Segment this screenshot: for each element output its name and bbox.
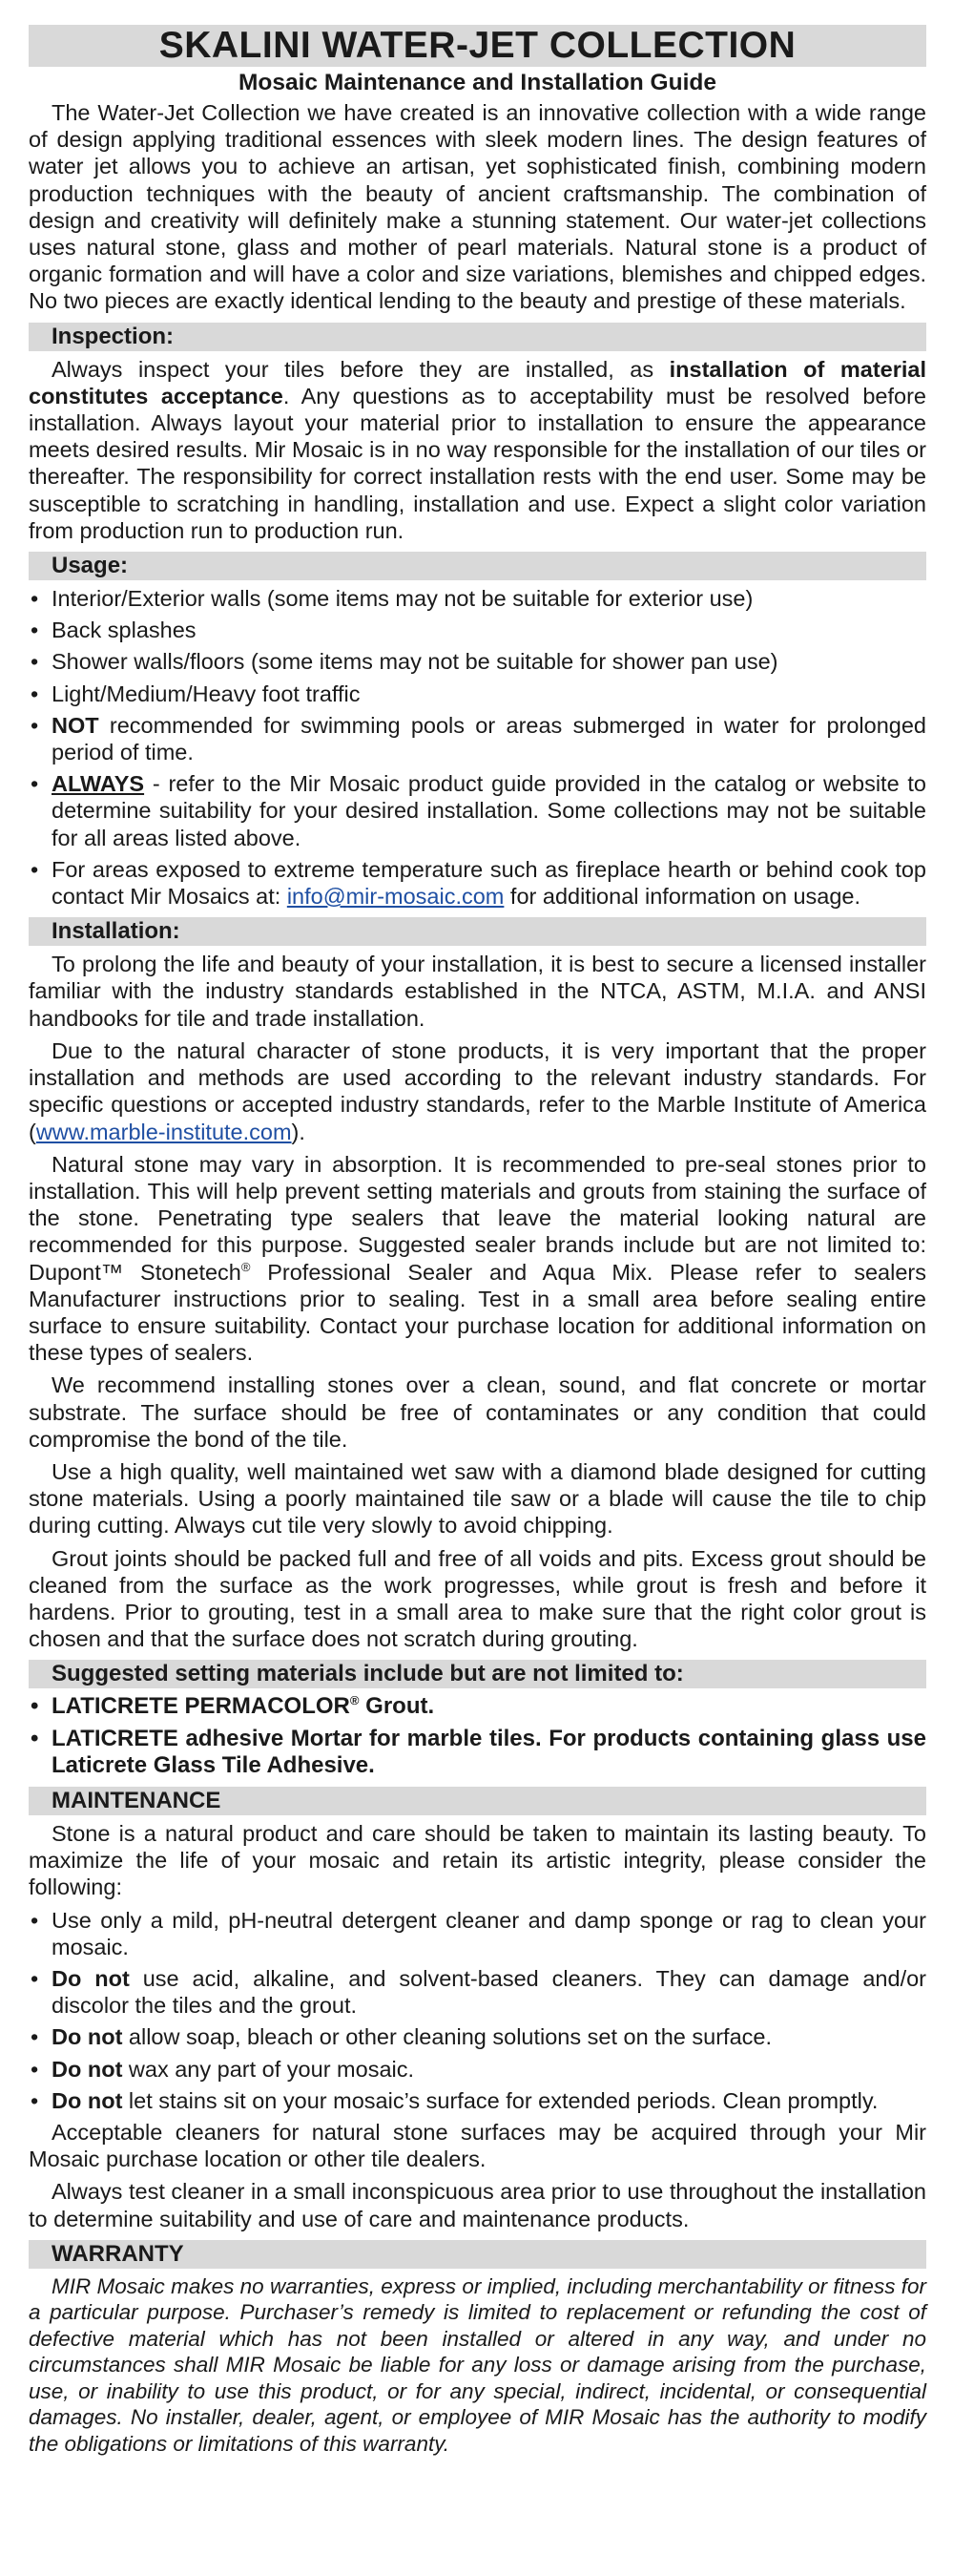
installation-paragraph: We recommend installing stones over a clean, sound, and flat concrete or mortar substrate. The surface should be free of contaminates or any condition that could compromise the bond of the tile. — [29, 1372, 926, 1452]
installation-paragraph — [29, 1037, 926, 1145]
list-item-emphasis: Do not — [52, 1965, 130, 1991]
list-item-text: allow soap, bleach or other cleaning solutions set on the surface. — [122, 2024, 772, 2050]
intro-paragraph: The Water-Jet Collection we have created is an innovative collection with a wide range of design applying traditional essences with sleek modern lines. The design features of water jet allows you to achieve an artisan, yet sophisticated finish, combining modern production techniques with the beauty of ancient craftsmanship. The combination of design and creativity will definitely make a stunning statement. Our water-jet collections uses natural stone, glass and mother of pearl materials. Natural stone is a product of organic formation and will have a color and size variations, blemishes and chipped edges. No two pieces are exactly identical lending to the beauty and prestige of these materials. — [29, 100, 926, 314]
installation-paragraph — [29, 1151, 926, 1367]
warranty-heading: WARRANTY — [29, 2240, 926, 2269]
document-subtitle: Mosaic Maintenance and Installation Guide — [238, 70, 716, 95]
document-title: SKALINI WATER-JET COLLECTION — [29, 25, 926, 67]
paragraph-text: Due to the natural character of stone products, it is very important that the proper installation and methods are used according to the relevant industry standards. For specific questions or accepted industry standards, refer to the Marble Institute of America ( — [29, 1037, 926, 1144]
setting-materials-list — [29, 1693, 926, 1779]
paragraph-text: Natural stone may vary in absorption. It is recommended to pre-seal stones prior to installation. This will help prevent setting materials and grouts from staining the surface of the stone. Penetrating type sealers that leave the material looking natural are recommended for this purpose. Suggested sealer brands include but are not limited to: Dupont™ Stonetech — [29, 1151, 926, 1285]
installation-paragraph: Grout joints should be packed full and free of all voids and pits. Excess grout should be cleaned from the surface as the work progresses, while grout is fresh and before it hardens. Prior to grouting, test in a small area to make sure that the right color grout is chosen and that the surface does not scratch during grouting. — [29, 1545, 926, 1652]
list-item-text: LATICRETE adhesive Mortar for marble tiles. For products containing glass use Laticrete Glass Tile Adhesive. — [52, 1725, 926, 1778]
maintenance-intro: Stone is a natural product and care should be taken to maintain its lasting beauty. To maximize the life of your mosaic and retain its artistic integrity, please consider the following: — [29, 1820, 926, 1900]
inspection-bold: installation of material constitutes acceptance — [29, 356, 926, 408]
list-item-emphasis: Do not — [52, 2024, 123, 2050]
setting-materials-heading: Suggested setting materials include but are not limited to: — [29, 1660, 926, 1688]
list-item — [29, 770, 926, 851]
list-item — [29, 681, 926, 707]
list-item-text: wax any part of your mosaic. — [122, 2056, 415, 2082]
list-item-text: use acid, alkaline, and solvent-based cleaners. They can damage and/or discolor the tiles and the grout. — [52, 1965, 926, 2019]
list-item — [29, 2056, 926, 2083]
list-item-text: Back splashes — [52, 618, 197, 643]
email-link[interactable]: info@mir-mosaic.com — [286, 884, 505, 910]
maintenance-paragraph: Always test cleaner in a small inconspicuous area prior to use throughout the installation to determine suitability and use of care and maintenance products. — [29, 2179, 927, 2231]
list-item-text: let stains sit on your mosaic’s surface for extended periods. Clean promptly. — [122, 2087, 879, 2113]
list-item — [29, 1965, 926, 2019]
maintenance-list — [29, 1907, 926, 2114]
marble-institute-link[interactable]: www.marble-institute.com — [35, 1119, 292, 1144]
list-item-text: recommended for swimming pools or areas submerged in water for prolonged period of time. — [52, 712, 926, 765]
maintenance-paragraph: Acceptable cleaners for natural stone surfaces may be acquired through your Mir Mosaic purchase location or other tile dealers. — [29, 2120, 926, 2172]
list-item — [29, 1907, 926, 1960]
list-item — [29, 1693, 926, 1720]
list-item — [29, 712, 926, 765]
inspection-paragraph — [29, 356, 926, 544]
paragraph-text: Professional Sealer and Aqua Mix. Please refer to sealers Manufacturer instructions prior to sealing. Test in a small area before sealing entire surface to ensure suitability. Contact your purchase location for additional information on these types of sealers. — [29, 1259, 926, 1366]
installation-paragraph: Use a high quality, well maintained wet saw with a diamond blade designed for cutting stone materials. Using a poorly maintained tile saw or a blade will cause the tile to chip during cutting. Always cut tile very slowly to avoid chipping. — [29, 1458, 926, 1539]
usage-list — [29, 585, 926, 910]
list-item-text: LATICRETE PERMACOLOR — [52, 1693, 350, 1720]
list-item — [29, 585, 926, 612]
maintenance-heading: MAINTENANCE — [29, 1787, 926, 1815]
registered-mark: ® — [349, 1693, 360, 1708]
list-item-text: For areas exposed to extreme temperature such as fireplace hearth or behind cook top contact Mir Mosaics at: — [52, 856, 926, 910]
inspection-lead: Always inspect your tiles before they are installed, as — [52, 356, 670, 382]
inspection-heading: Inspection: — [29, 323, 926, 351]
list-item — [29, 2023, 926, 2050]
warranty-paragraph: MIR Mosaic makes no warranties, express or implied, including merchantability or fitness for a particular purpose. Purchaser’s remedy is limited to replacement or refunding the cost of defective material which has not been installed or altered in any way, and under no circumstances shall MIR Mosaic be liable for any loss or damage arising from the purchase, use, or inability to use this product, or for any special, indirect, incidental, or consequential damages. No installer, dealer, agent, or employee of MIR Mosaic has the authority to modify the obligations or limitations of this warranty. — [29, 2273, 926, 2456]
list-item-emphasis: NOT — [52, 712, 99, 738]
list-item — [29, 1726, 926, 1779]
list-item — [29, 2087, 926, 2114]
registered-mark: ® — [240, 1259, 251, 1274]
list-item-text: for additional information on usage. — [504, 884, 861, 910]
list-item-text: Shower walls/floors (some items may not be suitable for shower pan use) — [52, 649, 778, 675]
list-item-emphasis: ALWAYS — [52, 771, 145, 797]
paragraph-text: ). — [291, 1119, 305, 1144]
list-item-emphasis: Do not — [52, 2087, 123, 2113]
installation-paragraph: To prolong the life and beauty of your installation, it is best to secure a licensed installer familiar with the industry standards established in the NTCA, ASTM, M.I.A. and ANSI handbooks for tile and trade installation. — [29, 952, 926, 1031]
list-item — [29, 617, 926, 643]
list-item-emphasis: Do not — [52, 2056, 123, 2082]
list-item-text: Light/Medium/Heavy foot traffic — [52, 681, 361, 706]
list-item-text: Use only a mild, pH-neutral detergent cleaner and damp sponge or rag to clean your mosaic. — [52, 1907, 926, 1959]
usage-heading: Usage: — [29, 552, 926, 580]
installation-heading: Installation: — [29, 917, 926, 946]
list-item-text: Grout. — [359, 1693, 435, 1720]
inspection-rest: . Any questions as to acceptability must be resolved before installation. Always layout your material prior to installation to ensure the appearance meets desired results. Mir Mosaic is in no way responsible for the installation of our tiles or thereafter. The responsibility for correct installation rests with the end user. Some may be susceptible to scratching in handling, installation and use. Expect a slight color variation from production run to production run. — [29, 383, 926, 543]
list-item — [29, 856, 926, 910]
list-item — [29, 648, 926, 675]
list-item-text: Interior/Exterior walls (some items may not be suitable for exterior use) — [52, 586, 754, 612]
list-item-text: - refer to the Mir Mosaic product guide provided in the catalog or website to determine suitability for your desired installation. Some collections may not be suitable for all areas listed above. — [52, 771, 926, 850]
